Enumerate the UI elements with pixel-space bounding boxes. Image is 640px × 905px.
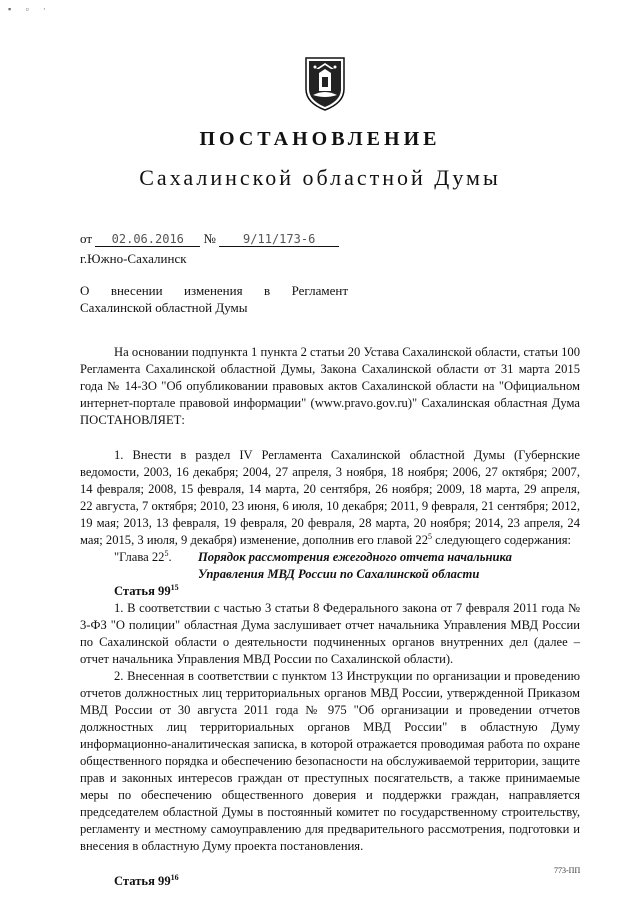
preamble-paragraph: На основании подпункта 1 пункта 2 статьи 20 Устава Сахалинской области, статьи 100 Регламента Сахалинской областной Думы, Закона Сахалинской области от 31 марта 2015 года № 14-ЗО "Об опубликовании правовых актов Сахалинской области на "Официальном интернет-портале правовой информации" (www.pravo.gov.ru)" Сахалинская областная Дума ПОСТАНОВЛЯЕТ: bbox=[80, 345, 580, 427]
number-field: 9/11/173-6 bbox=[219, 232, 339, 247]
number-label: № bbox=[203, 231, 216, 246]
date-number-line bbox=[80, 231, 339, 247]
item-1-text: 1. Внести в раздел IV Регламента Сахалинской областной Думы (Губернские ведомости, 2003, 16 декабря; 2004, 27 апреля, 3 ноября, 18 ноября; 2006, 27 октября; 2007, 14 февраля; 2008, 15 февраля, 14 марта, 20 сентября, 26 ноября; 2009, 18 марта, 29 апреля, 22 августа, 7 октября; 2010, 23 июня, 6 июля, 10 декабря; 2011, 9 февраля, 21 сентября; 2012, 19 мая; 2013, 13 февраля, 19 февраля, 20 февраля, 28 марта, 20 ноября; 2014, 23 апреля, 24 мая; 2015, 3 июля, 9 декабря) изменение, дополнив его главой 22 bbox=[80, 448, 580, 547]
from-label: от bbox=[80, 231, 93, 246]
subject-line-1: О внесении изменения в Регламент bbox=[80, 283, 348, 298]
document-title: ПОСТАНОВЛЕНИЕ bbox=[199, 128, 441, 150]
item-1-paragraph bbox=[80, 447, 580, 549]
chapter-title: Порядок рассмотрения ежегодного отчета начальника Управления МВД России по Сахалинской области bbox=[198, 550, 512, 581]
chapter-label: "Глава $22^5$. bbox=[114, 548, 172, 564]
item-1-superscript: 5 bbox=[428, 531, 432, 541]
subject-line-2: Сахалинской областной Думы bbox=[80, 300, 248, 315]
article-99-15-heading: Статья $99^{15}$ bbox=[114, 582, 179, 598]
item-1-tail: следующего содержания: bbox=[432, 533, 572, 547]
article-99-16-superscript: 16 bbox=[170, 872, 179, 882]
sakhalin-coat-of-arms-icon bbox=[303, 55, 347, 111]
footer-document-code: 773-ПП bbox=[554, 866, 581, 875]
article-99-15-paragraph-1: 1. В соответствии с частью 3 статьи 8 Федерального закона от 7 февраля 2011 года № 3-ФЗ "О полиции" областная Дума заслушивает отчет начальника Управления МВД России по Сахалинской области о деятельности подчиненных органов внутренних дел (далее – отчет начальника Управления МВД России по Сахалинской области). bbox=[80, 601, 580, 666]
chapter-heading bbox=[80, 549, 580, 583]
chapter-superscript: 5 bbox=[164, 548, 169, 558]
article-99-15-superscript: 15 bbox=[170, 582, 179, 592]
article-99-16-heading: Статья $99^{16}$ bbox=[114, 872, 179, 888]
city-label: г.Южно-Сахалинск bbox=[80, 251, 187, 266]
subject-heading bbox=[80, 282, 348, 316]
article-99-15-paragraph-2: 2. Внесенная в соответствии с пунктом 13 Инструкции по организации и проведению отчетов должностных лиц территориальных органов МВД России, утвержденной Приказом МВД России от 30 августа 2011 года № 975 "Об организации и проведении отчетов должностных лиц территориальных органов МВД России" в областную Думу информационно-аналитическая записка, в которой отражается проводимая работа по охране общественного порядка и обеспечению безопасности на обслуживаемой территории, защите прав и законных интересов граждан от преступных посягательств, а также принимаемые меры по обеспечению общественного доверия и поддержки граждан, направляется председателем областной Думы в постоянный комитет по государственному строительству, регламенту и местному самоуправлению для предварительного рассмотрения, подготовки и внесения в областную Думу проекта постановления. bbox=[80, 669, 580, 853]
document-subtitle: Сахалинской областной Думы bbox=[139, 165, 501, 190]
scan-artifact-marks: ▪ ▫ · bbox=[8, 4, 52, 14]
date-field: 02.06.2016 bbox=[95, 232, 200, 247]
document-body bbox=[80, 344, 580, 890]
